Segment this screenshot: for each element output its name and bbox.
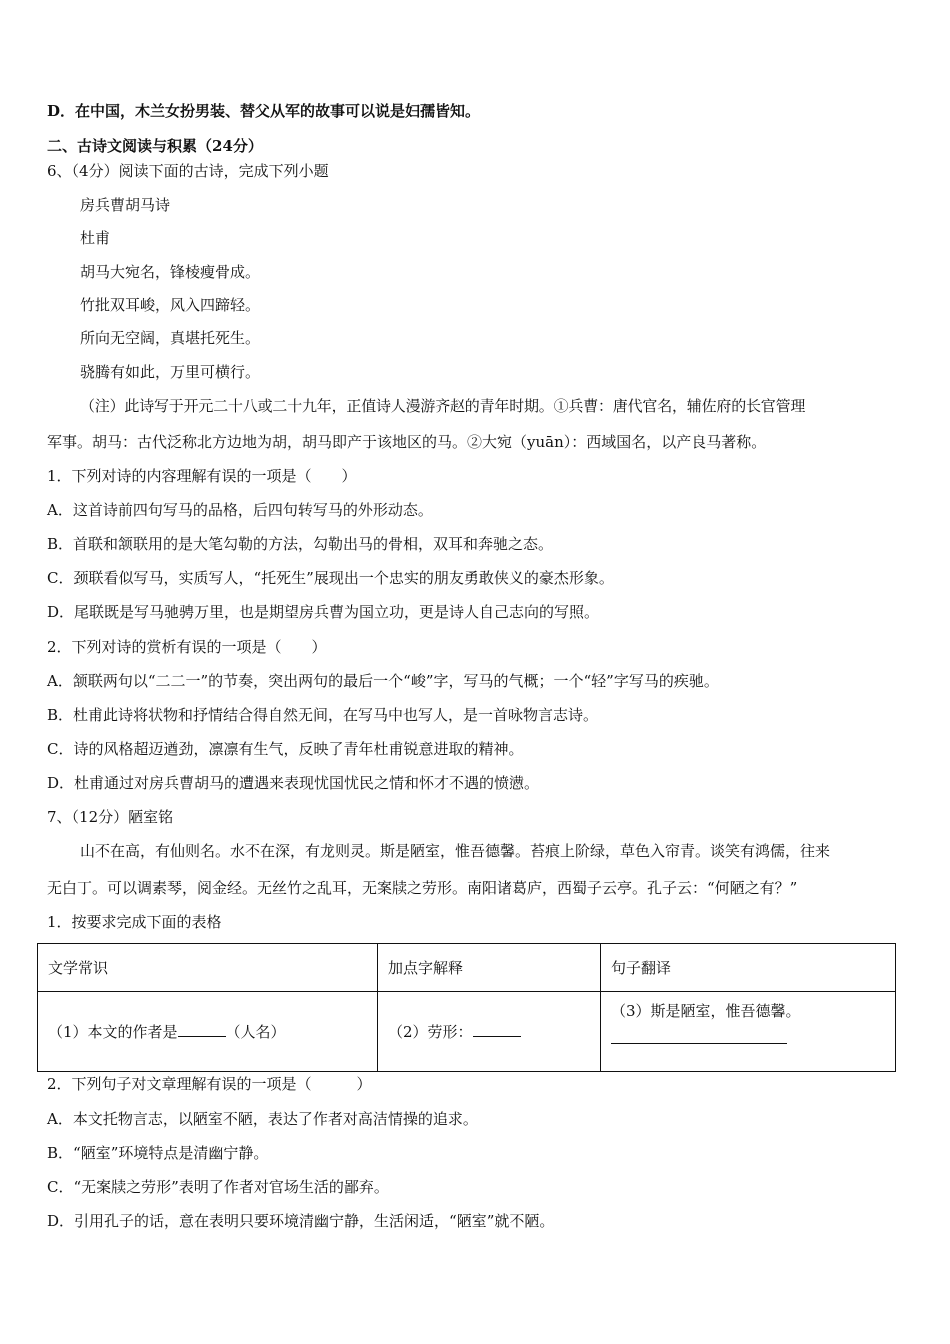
word-blank[interactable]: [473, 1036, 521, 1037]
option-a: A．这首诗前四句写马的品格，后四句转写马的外形动态。: [47, 501, 433, 519]
option-c: C．“无案牍之劳形”表明了作者对官场生活的鄙弃。: [47, 1178, 389, 1196]
poem-line: 胡马大宛名，锋棱瘦骨成。: [80, 263, 261, 281]
question-stem: 1．按要求完成下面的表格: [47, 913, 222, 931]
option-b: B．“陋室”环境特点是清幽宁静。: [47, 1144, 269, 1162]
table-cell-word: [378, 992, 601, 1072]
section-title: 二、古诗文阅读与积累（24分）: [47, 137, 263, 155]
table-header-cell: 加点字解释: [378, 944, 601, 992]
translation-blank[interactable]: [611, 1021, 787, 1044]
option-d: D．杜甫通过对房兵曹胡马的遭遇来表现忧国忧民之情和怀才不遇的愤懑。: [47, 774, 540, 792]
cell-text: （1）本文的作者是: [48, 1023, 178, 1041]
option-a: A．颔联两句以“二二一”的节奏，突出两句的最后一个“峻”字，写马的气概；一个“轻”字写马的疾驰。: [47, 672, 719, 690]
poem-line: 骁腾有如此，万里可横行。: [80, 363, 261, 381]
classical-text: 无白丁。可以调素琴，阅金经。无丝竹之乱耳，无案牍之劳形。南阳诸葛庐，西蜀子云亭。孔子云：“何陋之有？”: [47, 879, 798, 897]
answer-table: [37, 943, 896, 1072]
question-stem: 1．下列对诗的内容理解有误的一项是（ ）: [47, 467, 357, 485]
option-b: B．首联和颔联用的是大笔勾勒的方法，勾勒出马的骨相，双耳和奔驰之态。: [47, 535, 554, 553]
option-d: D．引用孔子的话，意在表明只要环境清幽宁静，生活闲适，“陋室”就不陋。: [47, 1212, 555, 1230]
poem-note: 军事。胡马：古代泛称北方边地为胡，胡马即产于该地区的马。②大宛（yuān）：西域国名，以产良马著称。: [47, 433, 767, 451]
table-cell-author: [38, 992, 378, 1072]
cell-text: （2）劳形：: [388, 1023, 473, 1041]
option-a: A．本文托物言志，以陋室不陋，表达了作者对高洁情操的追求。: [47, 1110, 478, 1128]
option-b: B．杜甫此诗将状物和抒情结合得自然无间，在写马中也写人，是一首咏物言志诗。: [47, 706, 599, 724]
question-stem: 2．下列对诗的赏析有误的一项是（ ）: [47, 638, 327, 656]
poem-line: 所向无空阔，真堪托死生。: [80, 329, 261, 347]
author-blank[interactable]: [178, 1036, 226, 1037]
q6-header: 6、（4分）阅读下面的古诗，完成下列小题: [47, 162, 329, 180]
poem-author: 杜甫: [80, 229, 111, 247]
poem-note: （注）此诗写于开元二十八或二十九年，正值诗人漫游齐赵的青年时期。①兵曹：唐代官名，辅佐府的长官管理: [80, 397, 806, 415]
option-c: C．诗的风格超迈遒劲，凛凛有生气，反映了青年杜甫锐意进取的精神。: [47, 740, 524, 758]
previous-option-d: D．在中国，木兰女扮男装、替父从军的故事可以说是妇孺皆知。: [47, 102, 481, 120]
option-c: C．颈联看似写马，实质写人，“托死生”展现出一个忠实的朋友勇敢侠义的豪杰形象。: [47, 569, 614, 587]
q7-header: 7、（12分）陋室铭: [47, 808, 174, 826]
poem-line: 竹批双耳峻，风入四蹄轻。: [80, 296, 261, 314]
table-header-cell: 句子翻译: [601, 944, 896, 992]
cell-text: （人名）: [225, 1023, 286, 1041]
option-d: D．尾联既是写马驰骋万里，也是期望房兵曹为国立功，更是诗人自己志向的写照。: [47, 603, 600, 621]
table-cell-translation: [601, 992, 896, 1072]
classical-text: 山不在高，有仙则名。水不在深，有龙则灵。斯是陋室，惟吾德馨。苔痕上阶绿，草色入帘青。谈笑有鸿儒，往来: [80, 842, 831, 860]
table-header-cell: 文学常识: [38, 944, 378, 992]
cell-text: （3）斯是陋室，惟吾德馨。: [611, 1002, 801, 1020]
question-stem: 2．下列句子对文章理解有误的一项是（ ）: [47, 1075, 372, 1093]
poem-title: 房兵曹胡马诗: [80, 196, 171, 214]
